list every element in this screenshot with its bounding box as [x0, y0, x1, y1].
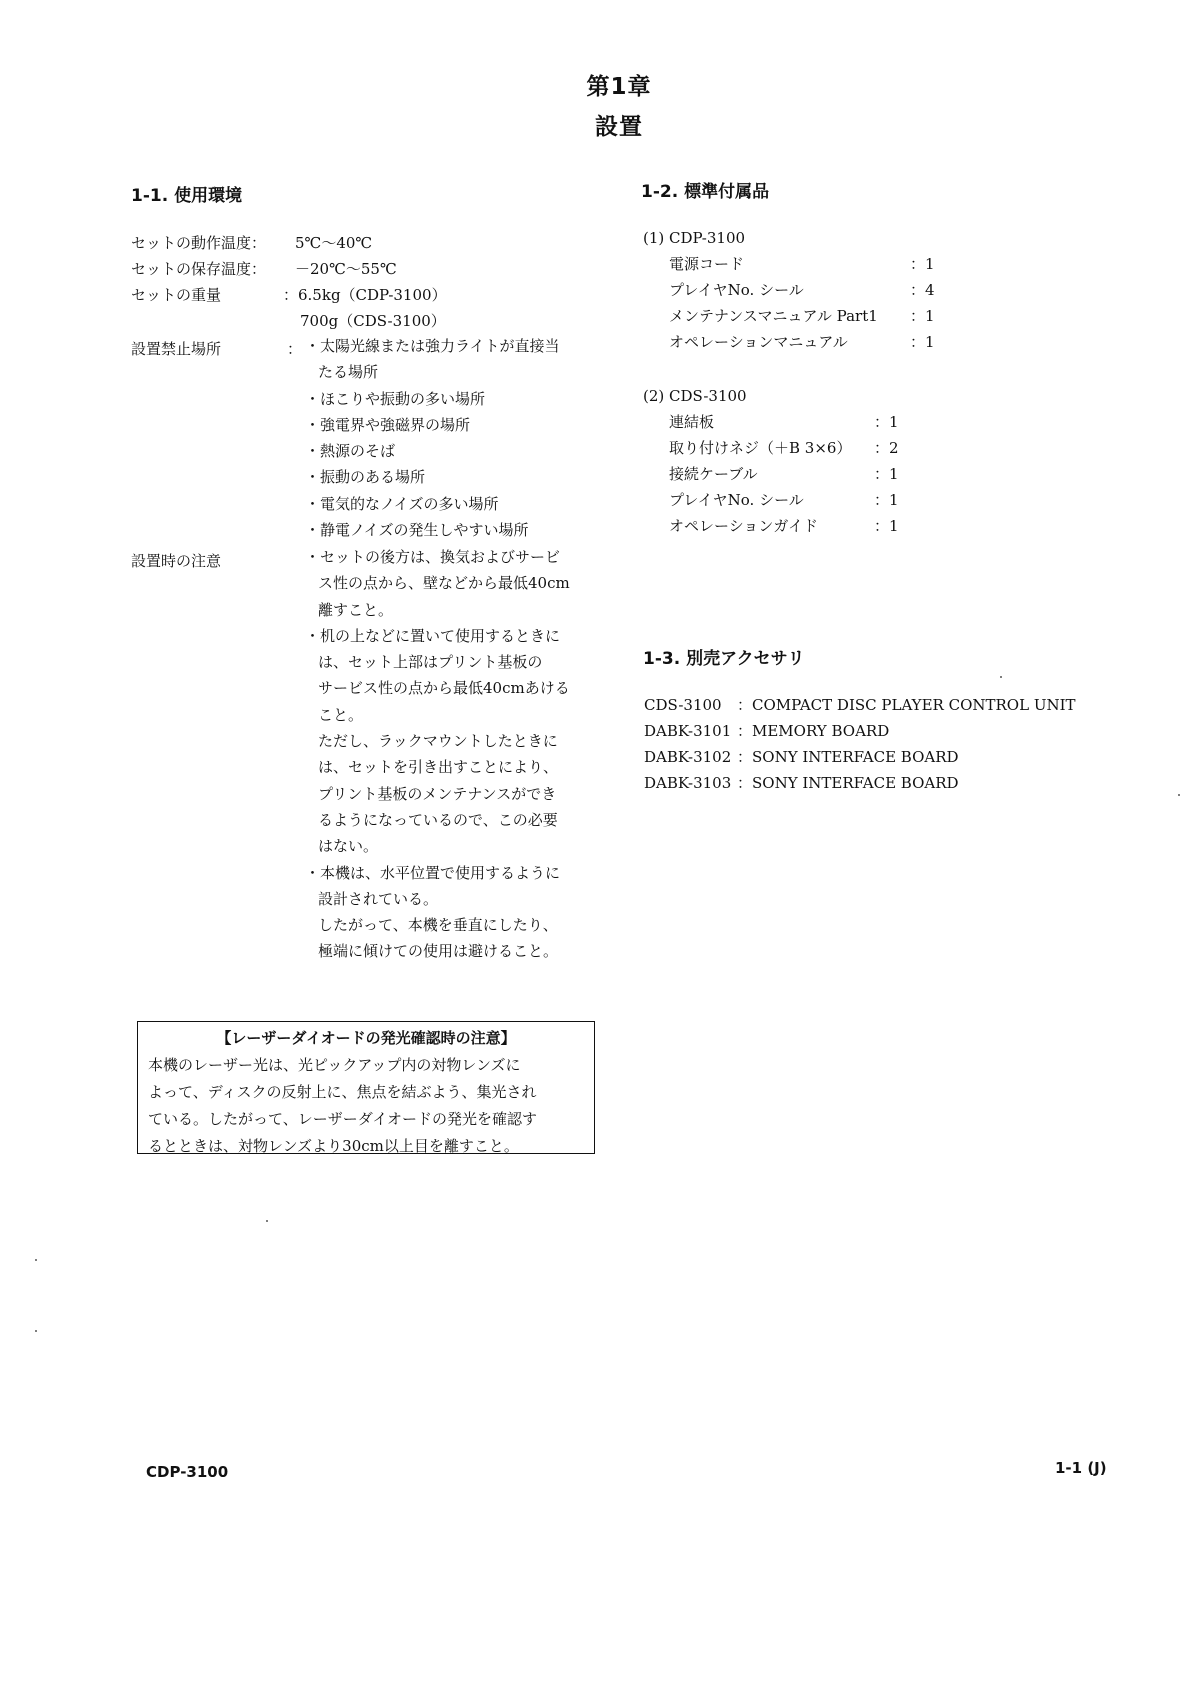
list-item: ・静電ノイズの発生しやすい場所 [305, 521, 529, 540]
spec-value: ：6.5kg（CDP-3100） [283, 286, 447, 304]
accessory-model: DABK-3102 [644, 748, 732, 766]
scan-speck [35, 1330, 37, 1332]
chapter-number: 第1章 [586, 74, 652, 100]
footer-page-number: 1-1 (J) [1055, 1459, 1107, 1477]
item-qty: ：4 [910, 281, 935, 299]
list-item: ・セットの後方は、換気およびサービ [305, 548, 561, 566]
list-item: 離すこと。 [318, 600, 394, 619]
scan-speck [35, 1259, 37, 1261]
notice-line: 本機のレーザー光は、光ピックアップ内の対物レンズに [148, 1056, 521, 1074]
list-item: ただし、ラックマウントしたときに [318, 732, 558, 751]
caution-label: 設置時の注意 [131, 552, 222, 570]
list-item: ・強電界や強磁界の場所 [305, 415, 471, 434]
list-item: 極端に傾けての使用は避けること。 [318, 942, 559, 961]
item-name: プレイヤNo. シール [669, 491, 804, 509]
list-item: はない。 [318, 837, 379, 856]
spec-label: セットの保存温度： [131, 260, 267, 278]
list-item: は、セットを引き出すことにより、 [318, 758, 559, 777]
list-item: こと。 [318, 705, 364, 724]
notice-line: るとときは、対物レンズより30cm以上目を離すこと。 [148, 1137, 519, 1155]
item-qty: ：1 [874, 517, 899, 535]
list-item: ス性の点から、壁などから最低40cm [318, 574, 570, 593]
notice-line: ている。したがって、レーザーダイオードの発光を確認す [148, 1110, 537, 1128]
item-qty: ：2 [874, 439, 899, 457]
accessory-desc: ：COMPACT DISC PLAYER CONTROL UNIT [737, 696, 1076, 714]
group-header: (2) CDS-3100 [643, 387, 747, 405]
item-qty: ：1 [874, 465, 899, 483]
scan-speck [1000, 676, 1002, 678]
item-name: メンテナンスマニュアル Part1 [669, 307, 878, 325]
item-qty: ：1 [910, 307, 935, 325]
scan-speck [266, 1220, 268, 1222]
prohibited-list [305, 333, 560, 543]
prohibited-colon: ： [287, 340, 303, 358]
item-qty: ：1 [910, 333, 935, 351]
spec-label: セットの重量 [131, 286, 222, 304]
item-qty: ：1 [874, 413, 899, 431]
accessory-desc: ：SONY INTERFACE BOARD [737, 774, 959, 792]
section-1-2-title: 1-2. 標準付属品 [641, 182, 770, 202]
section-1-3-title: 1-3. 別売アクセサリ [643, 649, 805, 669]
footer-model: CDP-3100 [146, 1463, 229, 1481]
list-item: は、セット上部はプリント基板の [318, 653, 543, 672]
item-name: 接続ケーブル [669, 465, 758, 483]
laser-notice-box [137, 1021, 595, 1154]
list-item: ・電気的なノイズの多い場所 [305, 494, 499, 513]
list-item: たる場所 [318, 363, 379, 382]
list-item: ・机の上などに置いて使用するときに [305, 626, 561, 645]
accessory-desc: ：SONY INTERFACE BOARD [737, 748, 959, 766]
spec-value: －20℃～55℃ [295, 260, 397, 278]
spec-value-secondary: 700g（CDS-3100） [300, 312, 446, 330]
list-item: るようになっているので、この必要 [318, 810, 558, 829]
item-name: オペレーションマニュアル [669, 333, 848, 351]
list-item: ・熱源のそば [305, 442, 396, 461]
list-item: 設計されている。 [318, 889, 439, 908]
notice-line: よって、ディスクの反射上に、焦点を結ぶよう、集光され [148, 1083, 537, 1101]
spec-value: 5℃～40℃ [295, 234, 373, 252]
accessory-model: DABK-3101 [644, 722, 732, 740]
list-item: ・振動のある場所 [305, 468, 426, 487]
section-1-1-title: 1-1. 使用環境 [131, 186, 243, 206]
scan-speck [1178, 794, 1180, 796]
item-name: オペレーションガイド [669, 517, 818, 535]
list-item: ・太陽光線または強力ライトが直接当 [305, 337, 560, 355]
item-qty: ：1 [874, 491, 899, 509]
list-item: サービス性の点から最低40cmあける [318, 679, 570, 698]
accessory-model: CDS-3100 [644, 696, 722, 714]
item-name: 電源コード [669, 255, 745, 273]
notice-title: 【レーザーダイオードの発光確認時の注意】 [216, 1029, 516, 1047]
spec-label: セットの動作温度： [131, 234, 267, 252]
item-name: プレイヤNo. シール [669, 281, 804, 299]
item-name: 取り付けネジ（＋B 3×6） [669, 439, 852, 457]
accessory-model: DABK-3103 [644, 774, 732, 792]
accessory-desc: ：MEMORY BOARD [737, 722, 890, 740]
list-item: ・ほこりや振動の多い場所 [305, 389, 486, 408]
group-header: (1) CDP-3100 [643, 229, 746, 247]
item-name: 連結板 [669, 413, 715, 431]
list-item: プリント基板のメンテナンスができ [318, 784, 557, 803]
caution-list [305, 544, 570, 965]
item-qty: ：1 [910, 255, 935, 273]
list-item: したがって、本機を垂直にしたり、 [318, 916, 558, 935]
list-item: ・本機は、水平位置で使用するように [305, 863, 561, 882]
prohibited-label: 設置禁止場所 [131, 340, 222, 358]
chapter-title: 設置 [595, 114, 643, 140]
